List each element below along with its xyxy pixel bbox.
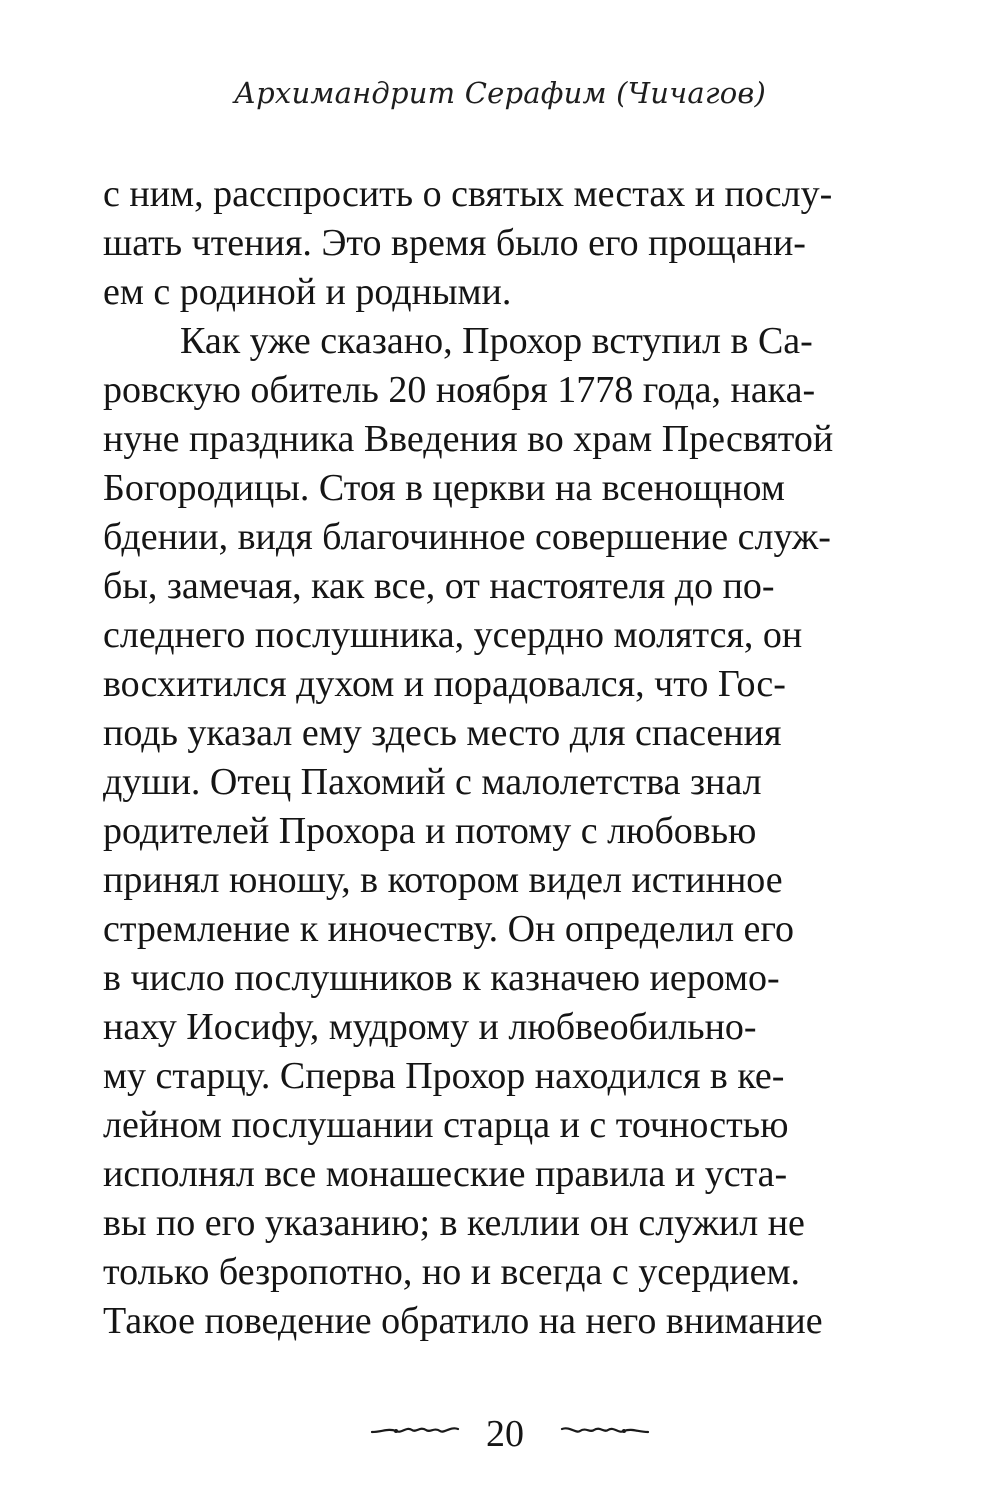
text-line: Богородицы. Стоя в церкви на всенощном (103, 467, 785, 509)
text-line: ем с родиной и родными. (103, 271, 512, 313)
text-line: принял юношу, в котором видел истинное (103, 859, 783, 901)
text-line: наху Иосифу, мудрому и любвеобильно- (103, 1006, 757, 1048)
text-line: бы, замечая, как все, от настоятеля до по- (103, 565, 775, 607)
scroll-flourish-left-icon (370, 1420, 460, 1442)
running-head-title: Архимандрит Серафим (Чичагов) (233, 76, 767, 110)
text-line: ровскую обитель 20 ноября 1778 года, нака- (103, 369, 816, 411)
text-line: стремление к иночеству. Он определил его (103, 908, 795, 950)
text-line: шать чтения. Это время было его прощани- (103, 222, 806, 264)
text-line: с ним, расспросить о святых местах и послу- (103, 173, 833, 215)
page-footer (0, 1410, 1000, 1460)
text-line: восхитился духом и порадовался, что Гос- (103, 663, 786, 705)
text-line: родителей Прохора и потому с любовью (103, 810, 757, 852)
text-line: только безропотно, но и всегда с усердием. (103, 1251, 801, 1293)
body-text (103, 170, 923, 1346)
text-line: бдении, видя благочинное совершение служ- (103, 516, 831, 558)
text-line: в число послушников к казначею иеромо- (103, 957, 780, 999)
text-line: Такое поведение обратило на него внимание (103, 1300, 823, 1342)
scroll-flourish-right-icon (560, 1420, 650, 1442)
text-line: души. Отец Пахомий с малолетства знал (103, 761, 762, 803)
text-line: нуне праздника Введения во храм Пресвятой (103, 418, 834, 460)
paragraph-start-line: Как уже сказано, Прохор вступил в Са- (180, 320, 813, 362)
text-line: му старцу. Сперва Прохор находился в ке- (103, 1055, 785, 1097)
text-line: следнего послушника, усердно молятся, он (103, 614, 803, 656)
page-number: 20 (486, 1413, 524, 1455)
text-line: исполнял все монашеские правила и уста- (103, 1153, 788, 1195)
text-line: лейном послушании старца и с точностью (103, 1104, 789, 1146)
text-line: вы по его указанию; в келлии он служил не (103, 1202, 805, 1244)
text-line: подь указал ему здесь место для спасения (103, 712, 782, 754)
